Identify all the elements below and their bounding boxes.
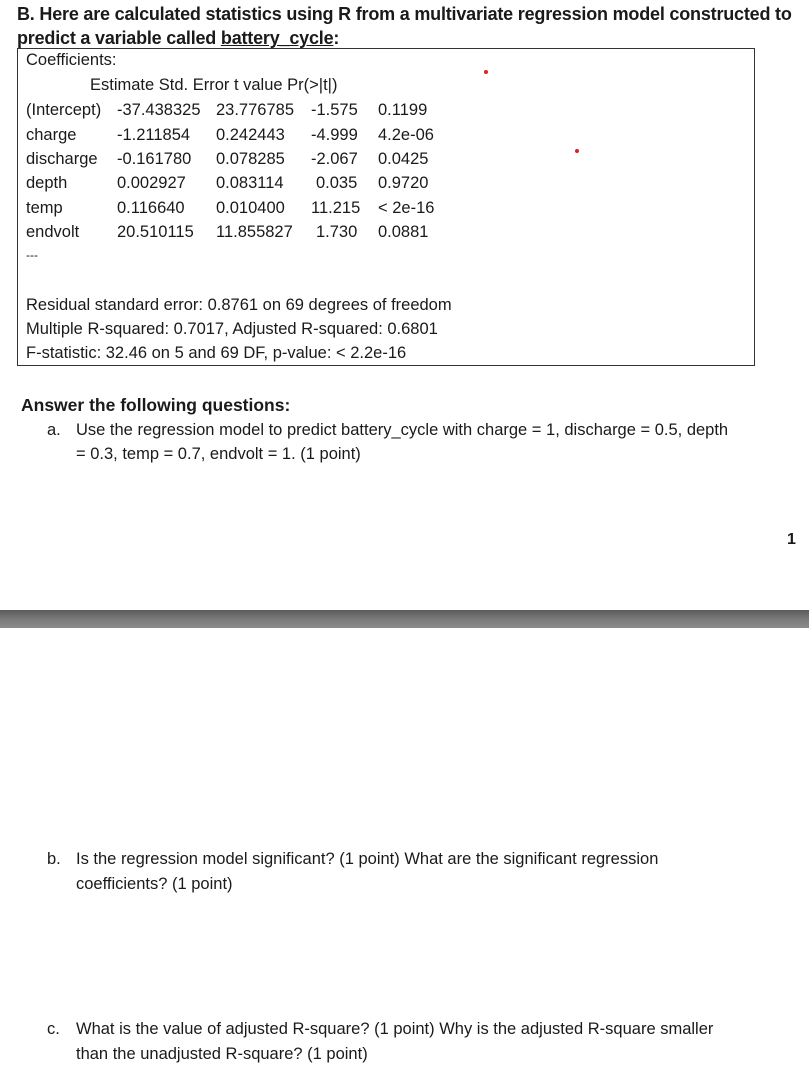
red-mark <box>484 70 488 74</box>
coef-name: temp <box>26 199 63 217</box>
question-c-line2: than the unadjusted R-square? (1 point) <box>76 1045 368 1063</box>
coef-name: (Intercept) <box>26 101 102 119</box>
question-a-line2: = 0.3, temp = 0.7, endvolt = 1. (1 point) <box>76 445 361 463</box>
question-a <box>47 418 807 468</box>
column-header: Estimate Std. Error t value Pr(>|t|) <box>90 76 338 94</box>
coef-se: 0.078285 <box>216 150 285 168</box>
r-output-box <box>17 48 755 366</box>
question-a-label: a. <box>47 421 61 439</box>
separator: --- <box>26 248 38 262</box>
coef-t: 1.730 <box>316 223 358 241</box>
coef-se: 23.776785 <box>216 101 294 119</box>
coef-estimate: 0.116640 <box>117 199 185 217</box>
coef-estimate: -37.438325 <box>117 101 201 119</box>
question-c-line1: What is the value of adjusted R-square? (1 point) Why is the adjusted R-square smaller <box>76 1020 714 1038</box>
coef-estimate: 20.510115 <box>117 223 194 241</box>
section-header <box>17 2 797 50</box>
coef-p: 4.2e-06 <box>378 126 434 144</box>
variable-name: battery_cycle <box>220 28 334 48</box>
question-c <box>47 1017 797 1067</box>
coef-se: 11.855827 <box>216 223 293 241</box>
question-b-line2: coefficients? (1 point) <box>76 875 233 893</box>
header-line-2-prefix: predict a variable called <box>17 28 221 48</box>
coef-t: 0.035 <box>316 174 358 192</box>
question-a-line1: Use the regression model to predict battery_cycle with charge = 1, discharge = 0.5, depth <box>76 421 729 439</box>
page-break <box>0 610 809 628</box>
question-b-line1: Is the regression model significant? (1 point) What are the significant regression <box>76 850 659 868</box>
question-b-label: b. <box>47 850 61 868</box>
red-mark <box>575 149 579 153</box>
residual-se: Residual standard error: 0.8761 on 69 degrees of freedom <box>26 296 452 314</box>
coef-estimate: -0.161780 <box>117 150 192 168</box>
question-c-label: c. <box>47 1020 60 1038</box>
header-line-1: B. Here are calculated statistics using R from a multivariate regression model constructed to <box>17 4 792 24</box>
coef-name: endvolt <box>26 223 80 241</box>
coef-name: charge <box>26 126 77 144</box>
coef-t: -2.067 <box>311 150 358 168</box>
coef-name: depth <box>26 174 68 192</box>
question-b <box>47 847 787 897</box>
coef-se: 0.242443 <box>216 126 285 144</box>
coef-estimate: -1.211854 <box>117 126 191 144</box>
coefficients-label: Coefficients: <box>26 51 117 69</box>
coef-p: 0.0425 <box>378 150 429 168</box>
coef-t: -4.999 <box>311 126 358 144</box>
coef-name: discharge <box>26 150 98 168</box>
f-statistic: F-statistic: 32.46 on 5 and 69 DF, p-value: < 2.2e-16 <box>26 344 407 362</box>
r-squared: Multiple R-squared: 0.7017, Adjusted R-squared: 0.6801 <box>26 320 438 338</box>
coef-p: 0.9720 <box>378 174 429 192</box>
coef-p: < 2e-16 <box>378 199 435 217</box>
coef-t: 11.215 <box>311 199 361 217</box>
coef-p: 0.0881 <box>378 223 429 241</box>
page-number: 1 <box>787 531 796 548</box>
header-line-2-suffix: : <box>333 28 340 48</box>
questions-heading: Answer the following questions: <box>21 395 291 415</box>
coef-estimate: 0.002927 <box>117 174 186 192</box>
coef-t: -1.575 <box>311 101 358 119</box>
coef-p: 0.1199 <box>378 101 428 119</box>
header-line-2 <box>17 26 797 50</box>
coef-se: 0.010400 <box>216 199 285 217</box>
coef-se: 0.083114 <box>216 174 284 192</box>
